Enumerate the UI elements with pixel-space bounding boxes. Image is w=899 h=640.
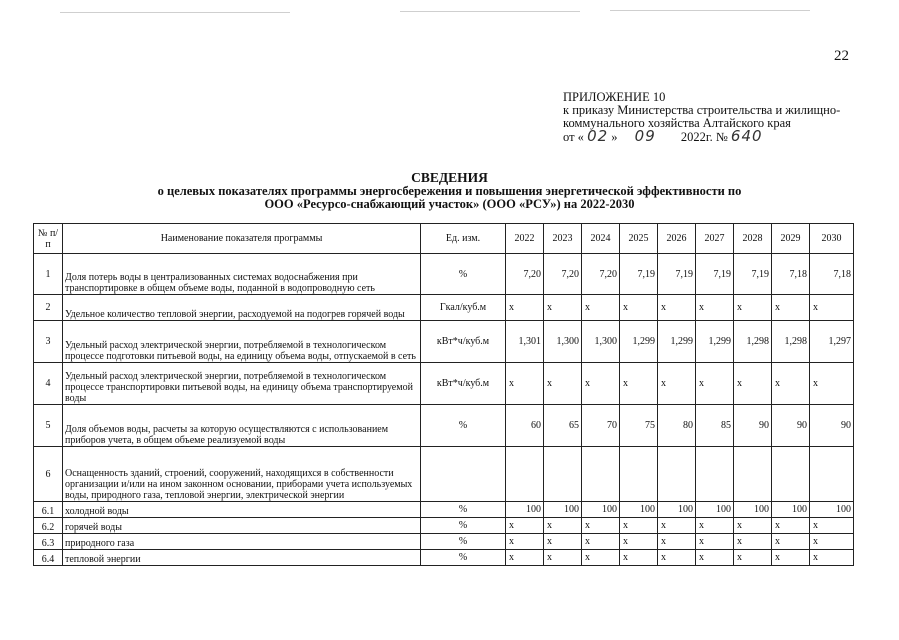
handwritten-order-number: 640 xyxy=(730,127,763,145)
year-value-cell: x xyxy=(810,534,854,550)
year-value-cell: 100 xyxy=(658,502,696,518)
appendix-date-line xyxy=(563,127,840,145)
indicator-name-cell: Удельный расход электрической энергии, потребляемой в технологическом процессе транспортировки питьевой воды, на единицу объема транспортируемой воды xyxy=(63,363,421,405)
year-value-cell: 1,299 xyxy=(620,321,658,363)
year-value-cell: x xyxy=(544,295,582,321)
year-value-cell: x xyxy=(582,534,620,550)
scan-artifact-line xyxy=(400,11,580,12)
year-value-cell: x xyxy=(658,295,696,321)
year-value-cell: x xyxy=(810,518,854,534)
indicator-name-cell: природного газа xyxy=(63,534,421,550)
year-value-cell: x xyxy=(544,534,582,550)
header-year: 2029 xyxy=(772,224,810,254)
year-value-cell: x xyxy=(734,295,772,321)
year-value-cell: 100 xyxy=(544,502,582,518)
year-value-cell: x xyxy=(582,518,620,534)
year-value-cell: 7,18 xyxy=(772,254,810,295)
table-header-row xyxy=(34,224,854,254)
indicator-name-cell: горячей воды xyxy=(63,518,421,534)
unit-cell xyxy=(421,447,506,502)
year-value-cell: 65 xyxy=(544,405,582,447)
year-value-cell xyxy=(696,447,734,502)
year-value-cell xyxy=(658,447,696,502)
year-value-cell: 100 xyxy=(582,502,620,518)
year-value-cell: x xyxy=(696,518,734,534)
year-value-cell: x xyxy=(506,295,544,321)
row-number-cell: 1 xyxy=(34,254,63,295)
year-value-cell: x xyxy=(506,534,544,550)
year-value-cell: 7,20 xyxy=(544,254,582,295)
year-value-cell: x xyxy=(810,363,854,405)
table-row xyxy=(34,550,854,566)
header-year: 2027 xyxy=(696,224,734,254)
year-value-cell: 1,298 xyxy=(772,321,810,363)
year-value-cell: 75 xyxy=(620,405,658,447)
year-value-cell: 1,299 xyxy=(696,321,734,363)
year-value-cell: 1,301 xyxy=(506,321,544,363)
unit-cell: % xyxy=(421,518,506,534)
year-value-cell: 1,299 xyxy=(658,321,696,363)
year-value-cell xyxy=(544,447,582,502)
table-row xyxy=(34,295,854,321)
year-value-cell: x xyxy=(582,295,620,321)
handwritten-day: 02 xyxy=(587,127,609,145)
row-number-cell: 5 xyxy=(34,405,63,447)
year-value-cell: 1,297 xyxy=(810,321,854,363)
scan-artifact-line xyxy=(60,12,290,13)
year-value-cell: 7,19 xyxy=(696,254,734,295)
table-row xyxy=(34,321,854,363)
appendix-block xyxy=(563,91,840,144)
year-value-cell: x xyxy=(506,363,544,405)
year-value-cell: 100 xyxy=(506,502,544,518)
year-value-cell: x xyxy=(544,550,582,566)
year-value-cell: 90 xyxy=(734,405,772,447)
year-value-cell: x xyxy=(696,550,734,566)
document-heading xyxy=(0,171,899,212)
year-value-cell: x xyxy=(772,518,810,534)
year-value-cell xyxy=(620,447,658,502)
year-value-cell: x xyxy=(620,363,658,405)
year-value-cell: x xyxy=(658,363,696,405)
year-value-cell: 1,300 xyxy=(544,321,582,363)
row-number-cell: 2 xyxy=(34,295,63,321)
year-value-cell: x xyxy=(658,534,696,550)
year-value-cell xyxy=(810,447,854,502)
year-value-cell: x xyxy=(582,363,620,405)
indicator-name-cell: Доля объемов воды, расчеты за которую осуществляются с использованием приборов учета, в общем объеме реализуемой воды xyxy=(63,405,421,447)
year-value-cell: 7,19 xyxy=(620,254,658,295)
header-year: 2023 xyxy=(544,224,582,254)
header-unit: Ед. изм. xyxy=(421,224,506,254)
year-value-cell: x xyxy=(544,363,582,405)
year-value-cell: 100 xyxy=(772,502,810,518)
date-prefix: от « xyxy=(563,130,584,144)
unit-cell: % xyxy=(421,405,506,447)
row-number-cell: 6.2 xyxy=(34,518,63,534)
row-number-cell: 6.3 xyxy=(34,534,63,550)
row-number-cell: 6.4 xyxy=(34,550,63,566)
year-value-cell: 7,20 xyxy=(506,254,544,295)
year-value-cell: x xyxy=(696,534,734,550)
year-value-cell: x xyxy=(772,534,810,550)
document-subtitle-1: о целевых показателях программы энергосбережения и повышения энергетической эффективности по xyxy=(157,183,742,198)
year-value-cell: x xyxy=(620,518,658,534)
indicator-name-cell: холодной воды xyxy=(63,502,421,518)
indicator-name-cell: тепловой энергии xyxy=(63,550,421,566)
year-value-cell: x xyxy=(620,550,658,566)
year-value-cell: x xyxy=(810,295,854,321)
document-title: СВЕДЕНИЯ xyxy=(411,170,488,185)
date-year: 2022г. № xyxy=(680,130,728,144)
year-value-cell: 80 xyxy=(658,405,696,447)
unit-cell: % xyxy=(421,254,506,295)
year-value-cell: x xyxy=(772,363,810,405)
year-value-cell: 85 xyxy=(696,405,734,447)
table-row xyxy=(34,518,854,534)
year-value-cell: x xyxy=(620,534,658,550)
table-row xyxy=(34,254,854,295)
year-value-cell: x xyxy=(696,295,734,321)
document-subtitle-2: ООО «Ресурсо-снабжающий участок» (ООО «РСУ») на 2022-2030 xyxy=(264,197,635,211)
appendix-title: ПРИЛОЖЕНИЕ 10 xyxy=(563,90,666,104)
year-value-cell: x xyxy=(582,550,620,566)
unit-cell: кВт*ч/куб.м xyxy=(421,363,506,405)
year-value-cell: x xyxy=(772,550,810,566)
row-number-cell: 6 xyxy=(34,447,63,502)
year-value-cell: x xyxy=(696,363,734,405)
page-number: 22 xyxy=(834,48,849,64)
year-value-cell: 1,298 xyxy=(734,321,772,363)
row-number-cell: 6.1 xyxy=(34,502,63,518)
year-value-cell: x xyxy=(506,518,544,534)
header-num: № п/п xyxy=(34,224,63,254)
header-name: Наименование показателя программы xyxy=(63,224,421,254)
appendix-ministry-line: коммунального хозяйства Алтайского края xyxy=(563,116,791,130)
indicator-name-cell: Оснащенность зданий, строений, сооружений, находящихся в собственности организации и/или на ином законном основании, приборами учета используемых воды, природного газа, тепловой энергии, электрической энергии xyxy=(63,447,421,502)
unit-cell: % xyxy=(421,534,506,550)
year-value-cell: 7,19 xyxy=(658,254,696,295)
year-value-cell: x xyxy=(658,518,696,534)
header-year: 2025 xyxy=(620,224,658,254)
header-year: 2024 xyxy=(582,224,620,254)
year-value-cell: 7,20 xyxy=(582,254,620,295)
row-number-cell: 4 xyxy=(34,363,63,405)
year-value-cell: 60 xyxy=(506,405,544,447)
year-value-cell: 100 xyxy=(620,502,658,518)
indicators-table xyxy=(33,223,854,566)
indicator-name-cell: Удельный расход электрической энергии, потребляемой в технологическом процессе подготовки питьевой воды, на единицу объема воды, отпускаемой в сеть xyxy=(63,321,421,363)
table-row xyxy=(34,447,854,502)
year-value-cell: 7,18 xyxy=(810,254,854,295)
unit-cell: кВт*ч/куб.м xyxy=(421,321,506,363)
year-value-cell: x xyxy=(734,550,772,566)
appendix-order-line: к приказу Министерства строительства и жилищно- xyxy=(563,103,841,117)
year-value-cell: x xyxy=(544,518,582,534)
year-value-cell: x xyxy=(620,295,658,321)
table-row xyxy=(34,534,854,550)
header-year: 2026 xyxy=(658,224,696,254)
indicator-name-cell: Удельное количество тепловой энергии, расходуемой на подогрев горячей воды xyxy=(63,295,421,321)
year-value-cell xyxy=(582,447,620,502)
year-value-cell: 90 xyxy=(810,405,854,447)
header-year: 2030 xyxy=(810,224,854,254)
year-value-cell: 90 xyxy=(772,405,810,447)
year-value-cell: x xyxy=(734,518,772,534)
unit-cell: % xyxy=(421,502,506,518)
table-row xyxy=(34,363,854,405)
year-value-cell: 70 xyxy=(582,405,620,447)
date-mid: » xyxy=(611,130,618,144)
scan-artifact-line xyxy=(610,10,810,11)
year-value-cell: x xyxy=(734,363,772,405)
indicator-name-cell: Доля потерь воды в централизованных системах водоснабжения при транспортировке в общем объеме воды, поданной в водопроводную сеть xyxy=(63,254,421,295)
year-value-cell: x xyxy=(810,550,854,566)
year-value-cell: x xyxy=(506,550,544,566)
year-value-cell: 100 xyxy=(734,502,772,518)
unit-cell: Гкал/куб.м xyxy=(421,295,506,321)
row-number-cell: 3 xyxy=(34,321,63,363)
year-value-cell: x xyxy=(658,550,696,566)
year-value-cell xyxy=(734,447,772,502)
year-value-cell: 1,300 xyxy=(582,321,620,363)
year-value-cell: x xyxy=(734,534,772,550)
year-value-cell xyxy=(772,447,810,502)
header-year: 2022 xyxy=(506,224,544,254)
unit-cell: % xyxy=(421,550,506,566)
year-value-cell: 100 xyxy=(696,502,734,518)
year-value-cell xyxy=(506,447,544,502)
table-row xyxy=(34,405,854,447)
year-value-cell: 7,19 xyxy=(734,254,772,295)
year-value-cell: x xyxy=(772,295,810,321)
table-row xyxy=(34,502,854,518)
handwritten-month: 09 xyxy=(634,127,656,145)
header-year: 2028 xyxy=(734,224,772,254)
year-value-cell: 100 xyxy=(810,502,854,518)
